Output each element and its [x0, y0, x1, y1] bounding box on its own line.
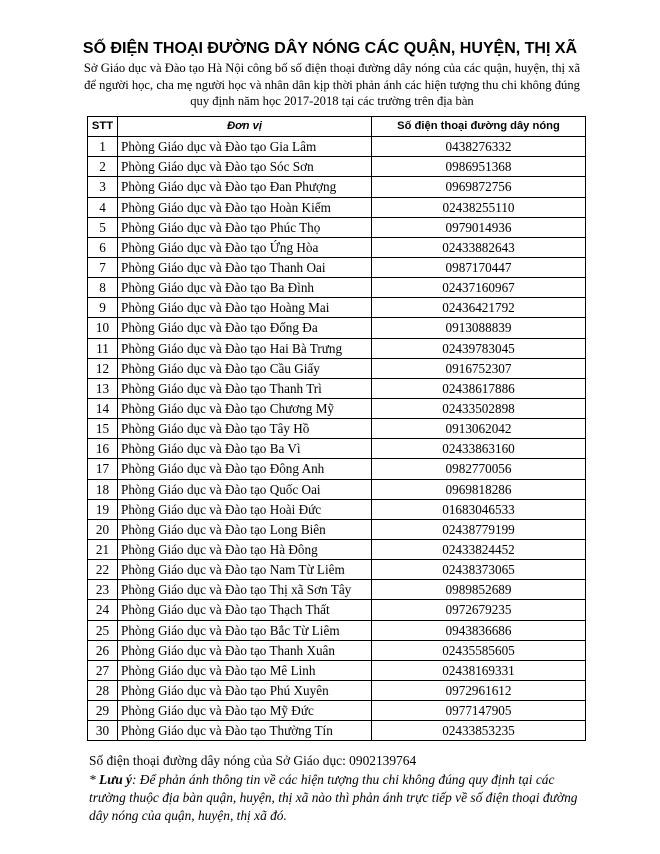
table-row — [88, 419, 586, 439]
row-stt: 9 — [88, 298, 118, 318]
header-stt: STT — [88, 117, 118, 137]
row-unit: Phòng Giáo dục và Đào tạo Hai Bà Trưng — [118, 338, 372, 358]
note-paragraph — [89, 771, 589, 825]
row-unit: Phòng Giáo dục và Đào tạo Sóc Sơn — [118, 157, 372, 177]
row-phone: 02433824452 — [372, 539, 586, 559]
row-stt: 20 — [88, 519, 118, 539]
row-stt: 13 — [88, 378, 118, 398]
row-stt: 18 — [88, 479, 118, 499]
row-phone: 0972679235 — [372, 600, 586, 620]
row-stt: 14 — [88, 398, 118, 418]
table-row — [88, 660, 586, 680]
table-row — [88, 439, 586, 459]
table-header-row — [88, 117, 586, 137]
row-unit: Phòng Giáo dục và Đào tạo Tây Hồ — [118, 419, 372, 439]
table-row — [88, 701, 586, 721]
row-unit: Phòng Giáo dục và Đào tạo Mỹ Đức — [118, 701, 372, 721]
document-title: SỐ ĐIỆN THOẠI ĐƯỜNG DÂY NÓNG CÁC QUẬN, HUYỆN, THỊ XÃ — [82, 40, 578, 57]
row-unit: Phòng Giáo dục và Đào tạo Đống Đa — [118, 318, 372, 338]
row-unit: Phòng Giáo dục và Đào tạo Long Biên — [118, 519, 372, 539]
row-unit: Phòng Giáo dục và Đào tạo Hoài Đức — [118, 499, 372, 519]
row-stt: 24 — [88, 600, 118, 620]
row-unit: Phòng Giáo dục và Đào tạo Ứng Hòa — [118, 237, 372, 257]
table-row — [88, 257, 586, 277]
row-phone: 01683046533 — [372, 499, 586, 519]
row-stt: 26 — [88, 640, 118, 660]
header-unit: Đơn vị — [118, 117, 372, 137]
intro-paragraph: Sở Giáo dục và Đào tạo Hà Nội công bố số điện thoại đường dây nóng của các quận, huyện, thị xã để người học, cha mẹ người học và nhân dân kịp thời phản ánh các hiện tượng thu chi không đúng quy định năm học 2017-2018 tại các trường trên địa bàn — [83, 61, 581, 108]
row-unit: Phòng Giáo dục và Đào tạo Đan Phượng — [118, 177, 372, 197]
header-phone: Số điện thoại đường dây nóng — [372, 117, 586, 137]
row-phone: 0916752307 — [372, 358, 586, 378]
row-stt: 23 — [88, 580, 118, 600]
row-phone: 0913062042 — [372, 419, 586, 439]
row-phone: 02433502898 — [372, 398, 586, 418]
table-row — [88, 177, 586, 197]
table-row — [88, 539, 586, 559]
table-row — [88, 298, 586, 318]
row-phone: 02438617886 — [372, 378, 586, 398]
row-phone: 02433863160 — [372, 439, 586, 459]
note-text: : Để phản ánh thông tin về các hiện tượng thu chi không đúng quy định tại các trường thuộc địa bàn quận, huyện, thị xã nào thì phản ánh trực tiếp về số điện thoại đường dây nóng của quận, huyện, thị xã đó. — [89, 772, 578, 823]
row-unit: Phòng Giáo dục và Đào tạo Đông Anh — [118, 459, 372, 479]
row-stt: 2 — [88, 157, 118, 177]
row-unit: Phòng Giáo dục và Đào tạo Ba Vì — [118, 439, 372, 459]
row-unit: Phòng Giáo dục và Đào tạo Thạch Thất — [118, 600, 372, 620]
row-unit: Phòng Giáo dục và Đào tạo Hà Đông — [118, 539, 372, 559]
row-phone: 0982770056 — [372, 459, 586, 479]
row-phone: 02438169331 — [372, 660, 586, 680]
row-stt: 5 — [88, 217, 118, 237]
row-unit: Phòng Giáo dục và Đào tạo Mê Linh — [118, 660, 372, 680]
table-row — [88, 580, 586, 600]
row-stt: 28 — [88, 680, 118, 700]
row-phone: 02435585605 — [372, 640, 586, 660]
row-stt: 19 — [88, 499, 118, 519]
row-stt: 27 — [88, 660, 118, 680]
table-row — [88, 398, 586, 418]
table-row — [88, 358, 586, 378]
table-row — [88, 560, 586, 580]
row-phone: 02438373065 — [372, 560, 586, 580]
row-stt: 4 — [88, 197, 118, 217]
row-phone: 02438255110 — [372, 197, 586, 217]
row-stt: 10 — [88, 318, 118, 338]
row-stt: 29 — [88, 701, 118, 721]
table-row — [88, 378, 586, 398]
note-prefix: * — [89, 772, 100, 787]
table-row — [88, 479, 586, 499]
row-stt: 8 — [88, 278, 118, 298]
row-phone: 02433853235 — [372, 721, 586, 741]
row-phone: 0943836686 — [372, 620, 586, 640]
row-stt: 1 — [88, 137, 118, 157]
row-unit: Phòng Giáo dục và Đào tạo Nam Từ Liêm — [118, 560, 372, 580]
row-phone: 0987170447 — [372, 257, 586, 277]
row-unit: Phòng Giáo dục và Đào tạo Thanh Trì — [118, 378, 372, 398]
row-unit: Phòng Giáo dục và Đào tạo Thị xã Sơn Tây — [118, 580, 372, 600]
row-unit: Phòng Giáo dục và Đào tạo Bắc Từ Liêm — [118, 620, 372, 640]
row-unit: Phòng Giáo dục và Đào tạo Thanh Oai — [118, 257, 372, 277]
table-row — [88, 318, 586, 338]
row-phone: 0913088839 — [372, 318, 586, 338]
table-row — [88, 197, 586, 217]
row-unit: Phòng Giáo dục và Đào tạo Thanh Xuân — [118, 640, 372, 660]
row-stt: 25 — [88, 620, 118, 640]
row-stt: 30 — [88, 721, 118, 741]
note-label: Lưu ý — [99, 772, 132, 787]
table-row — [88, 519, 586, 539]
table-row — [88, 137, 586, 157]
row-phone: 0969818286 — [372, 479, 586, 499]
row-stt: 17 — [88, 459, 118, 479]
row-stt: 15 — [88, 419, 118, 439]
row-stt: 12 — [88, 358, 118, 378]
table-row — [88, 278, 586, 298]
row-unit: Phòng Giáo dục và Đào tạo Thường Tín — [118, 721, 372, 741]
table-row — [88, 338, 586, 358]
table-row — [88, 157, 586, 177]
row-unit: Phòng Giáo dục và Đào tạo Chương Mỹ — [118, 398, 372, 418]
table-row — [88, 499, 586, 519]
row-unit: Phòng Giáo dục và Đào tạo Phú Xuyên — [118, 680, 372, 700]
row-stt: 7 — [88, 257, 118, 277]
row-unit: Phòng Giáo dục và Đào tạo Phúc Thọ — [118, 217, 372, 237]
row-phone: 0969872756 — [372, 177, 586, 197]
row-stt: 22 — [88, 560, 118, 580]
row-phone: 0986951368 — [372, 157, 586, 177]
row-phone: 0977147905 — [372, 701, 586, 721]
row-stt: 16 — [88, 439, 118, 459]
table-row — [88, 217, 586, 237]
row-phone: 0989852689 — [372, 580, 586, 600]
table-row — [88, 237, 586, 257]
row-unit: Phòng Giáo dục và Đào tạo Hoàn Kiếm — [118, 197, 372, 217]
department-hotline: Số điện thoại đường dây nóng của Sở Giáo dục: 0902139764 — [89, 753, 417, 768]
table-row — [88, 459, 586, 479]
row-unit: Phòng Giáo dục và Đào tạo Hoàng Mai — [118, 298, 372, 318]
row-phone: 0979014936 — [372, 217, 586, 237]
row-phone: 02436421792 — [372, 298, 586, 318]
row-phone: 02439783045 — [372, 338, 586, 358]
row-phone: 0972961612 — [372, 680, 586, 700]
table-row — [88, 721, 586, 741]
row-unit: Phòng Giáo dục và Đào tạo Cầu Giấy — [118, 358, 372, 378]
row-stt: 11 — [88, 338, 118, 358]
row-phone: 02437160967 — [372, 278, 586, 298]
table-row — [88, 620, 586, 640]
row-unit: Phòng Giáo dục và Đào tạo Quốc Oai — [118, 479, 372, 499]
table-row — [88, 600, 586, 620]
row-stt: 21 — [88, 539, 118, 559]
table-row — [88, 680, 586, 700]
row-stt: 3 — [88, 177, 118, 197]
row-phone: 0438276332 — [372, 137, 586, 157]
row-unit: Phòng Giáo dục và Đào tạo Ba Đình — [118, 278, 372, 298]
hotline-table — [87, 116, 586, 741]
row-phone: 02433882643 — [372, 237, 586, 257]
table-row — [88, 640, 586, 660]
row-stt: 6 — [88, 237, 118, 257]
row-unit: Phòng Giáo dục và Đào tạo Gia Lâm — [118, 137, 372, 157]
row-phone: 02438779199 — [372, 519, 586, 539]
